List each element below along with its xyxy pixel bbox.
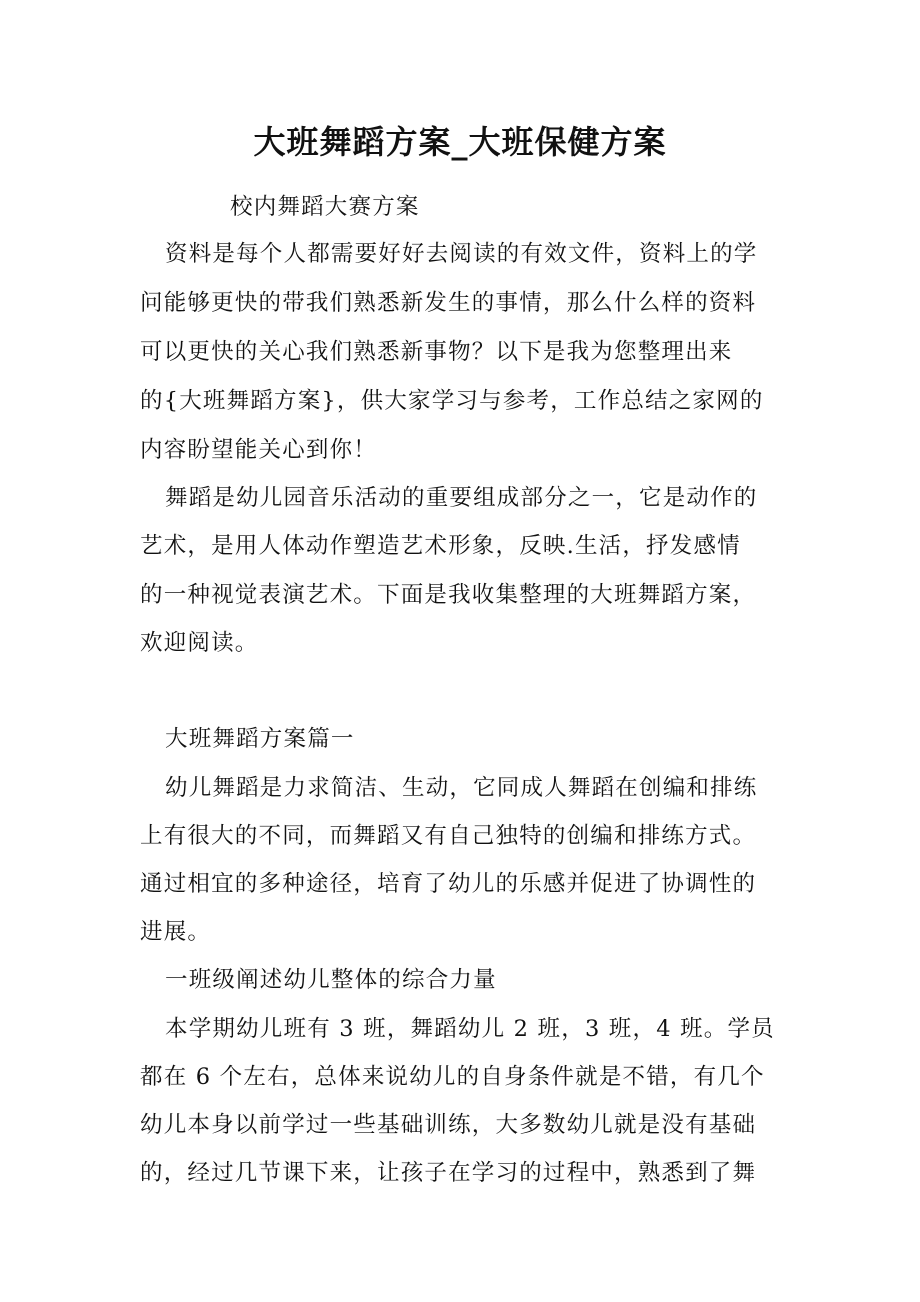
paragraph-line: 舞蹈是幼儿园音乐活动的重要组成部分之一，它是动作的 <box>165 485 758 511</box>
document-title: 大班舞蹈方案_大班保健方案 <box>253 123 667 161</box>
paragraph-line: 欢迎阅读。 <box>140 630 259 656</box>
subtitle: 校内舞蹈大赛方案 <box>230 194 420 220</box>
paragraph-line: 上有很大的不同，而舞蹈又有自己独特的创编和排练方式。 <box>140 823 757 849</box>
paragraph-line: 艺术，是用人体动作塑造艺术形象，反映.生活，抒发感情 <box>140 533 741 559</box>
paragraph-line: 可以更快的关心我们熟悉新事物？以下是我为您整理出来 <box>140 339 733 365</box>
paragraph-line: 幼儿舞蹈是力求简洁、生动，它同成人舞蹈在创编和排练 <box>165 775 758 801</box>
paragraph-line: 本学期幼儿班有 3 班，舞蹈幼儿 2 班，3 班，4 班。学员 <box>165 1016 775 1042</box>
paragraph-line: 内容盼望能关心到你！ <box>140 437 378 463</box>
paragraph-line: 通过相宜的多种途径，培育了幼儿的乐感并促进了协调性的 <box>140 871 757 897</box>
section-heading: 大班舞蹈方案篇一 <box>165 726 355 752</box>
paragraph-line: 的一种视觉表演艺术。下面是我收集整理的大班舞蹈方案， <box>140 582 757 608</box>
paragraph-line: 的{大班舞蹈方案}，供大家学习与参考，工作总结之家网的 <box>140 388 764 414</box>
paragraph-line: 进展。 <box>140 919 212 945</box>
paragraph-line: 幼儿本身以前学过一些基础训练，大多数幼儿就是没有基础 <box>140 1112 757 1138</box>
paragraph-line: 问能够更快的带我们熟悉新发生的事情，那么什么样的资料 <box>140 290 757 316</box>
paragraph-line: 资料是每个人都需要好好去阅读的有效文件，资料上的学 <box>165 241 758 267</box>
paragraph-line: 一班级阐述幼儿整体的综合力量 <box>165 967 497 993</box>
paragraph-line: 的，经过几节课下来，让孩子在学习的过程中，熟悉到了舞 <box>140 1160 757 1186</box>
paragraph-line: 都在 6 个左右，总体来说幼儿的自身条件就是不错，有几个 <box>140 1064 765 1090</box>
